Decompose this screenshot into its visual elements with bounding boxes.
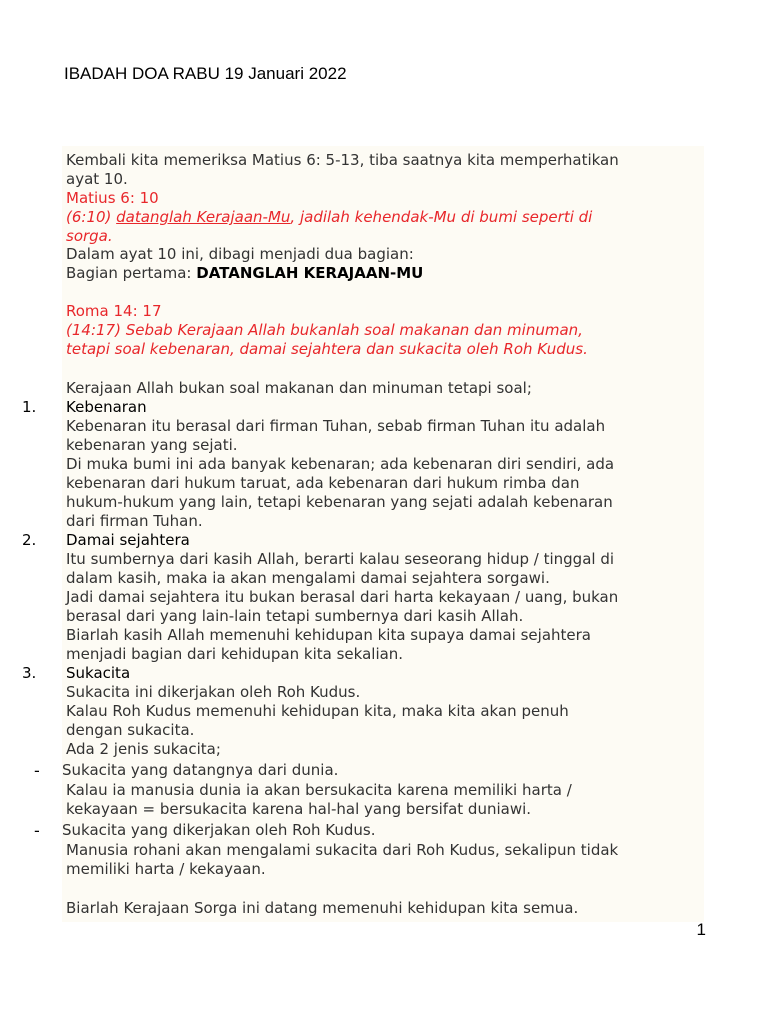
subpoint-line: Manusia rohani akan mengalami sukacita dari Roh Kudus, sekalipun tidak	[66, 841, 619, 859]
point-line: Sukacita ini dikerjakan oleh Roh Kudus.	[66, 683, 361, 701]
point-line: berasal dari yang lain-lain tetapi sumbernya dari kasih Allah.	[66, 607, 524, 625]
closing-line: Biarlah Kerajaan Sorga ini datang memenuhi kehidupan kita semua.	[66, 899, 579, 917]
verse2-line-2: tetapi soal kebenaran, damai sejahtera dan sukacita oleh Roh Kudus.	[66, 340, 588, 358]
point-line: dengan sukacita.	[66, 721, 195, 739]
point-number: 1.	[22, 398, 37, 416]
subpoint-line: memiliki harta / kekayaan.	[66, 860, 266, 878]
point-line: Jadi damai sejahtera itu bukan berasal dari harta kekayaan / uang, bukan	[66, 588, 619, 606]
point-number: 3.	[22, 664, 37, 682]
point-line: dalam kasih, maka ia akan mengalami damai sejahtera sorgawi.	[66, 569, 550, 587]
split-line-2	[66, 264, 423, 283]
subpoint-line: Kalau ia manusia dunia ia akan bersukacita karena memiliki harta /	[66, 781, 572, 799]
point-line: Di muka bumi ini ada banyak kebenaran; ada kebenaran diri sendiri, ada	[66, 455, 615, 473]
point-line: Kebenaran itu berasal dari firman Tuhan, sebab firman Tuhan itu adalah	[66, 417, 606, 435]
verse2-reference: Roma 14: 17	[66, 302, 162, 320]
page-number: 1	[696, 920, 706, 939]
point-line: Itu sumbernya dari kasih Allah, berarti kalau seseorang hidup / tinggal di	[66, 550, 615, 568]
point-line: Ada 2 jenis sukacita;	[66, 740, 221, 758]
split-bold-text: DATANGLAH KERAJAAN-MU	[196, 264, 424, 282]
intro-line-1: Kembali kita memeriksa Matius 6: 5-13, tiba saatnya kita memperhatikan	[66, 151, 619, 169]
point-number: 2.	[22, 531, 37, 549]
split-line-1: Dalam ayat 10 ini, dibagi menjadi dua bagian:	[66, 245, 414, 263]
point-line: kebenaran yang sejati.	[66, 436, 238, 454]
verse-reference: Matius 6: 10	[66, 189, 159, 207]
point-line: hukum-hukum yang lain, tetapi kebenaran yang sejati adalah kebenaran	[66, 493, 613, 511]
split-prefix: Bagian pertama:	[66, 264, 197, 282]
point-heading: Sukacita	[66, 664, 131, 682]
point-line: kebenaran dari hukum taruat, ada kebenaran dari hukum rimba dan	[66, 474, 580, 492]
subpoint-line: kekayaan = bersukacita karena hal-hal yang bersifat duniawi.	[66, 800, 532, 818]
document-title: IBADAH DOA RABU 19 Januari 2022	[64, 64, 347, 83]
point-line: Kalau Roh Kudus memenuhi kehidupan kita, maka kita akan penuh	[66, 702, 569, 720]
dash-bullet: -	[34, 821, 40, 840]
point-line: menjadi bagian dari kehidupan kita sekalian.	[66, 645, 404, 663]
verse-prefix: (6:10)	[66, 208, 117, 226]
verse-rest: , jadilah kehendak-Mu di bumi seperti di	[290, 208, 593, 226]
kerajaan-intro: Kerajaan Allah bukan soal makanan dan minuman tetapi soal;	[66, 379, 532, 397]
intro-line-2: ayat 10.	[66, 170, 128, 188]
verse2-line-1: (14:17) Sebab Kerajaan Allah bukanlah soal makanan dan minuman,	[66, 321, 583, 339]
dash-bullet: -	[34, 761, 40, 780]
subpoint-heading: Sukacita yang dikerjakan oleh Roh Kudus.	[62, 821, 376, 839]
verse-underlined-text: datanglah Kerajaan-Mu	[116, 208, 291, 226]
point-line: dari firman Tuhan.	[66, 512, 203, 530]
point-heading: Damai sejahtera	[66, 531, 190, 549]
point-heading: Kebenaran	[66, 398, 147, 416]
verse-text-line-1	[66, 208, 592, 227]
point-line: Biarlah kasih Allah memenuhi kehidupan kita supaya damai sejahtera	[66, 626, 591, 644]
verse-text-line-2: sorga.	[66, 227, 113, 245]
subpoint-heading: Sukacita yang datangnya dari dunia.	[62, 761, 339, 779]
